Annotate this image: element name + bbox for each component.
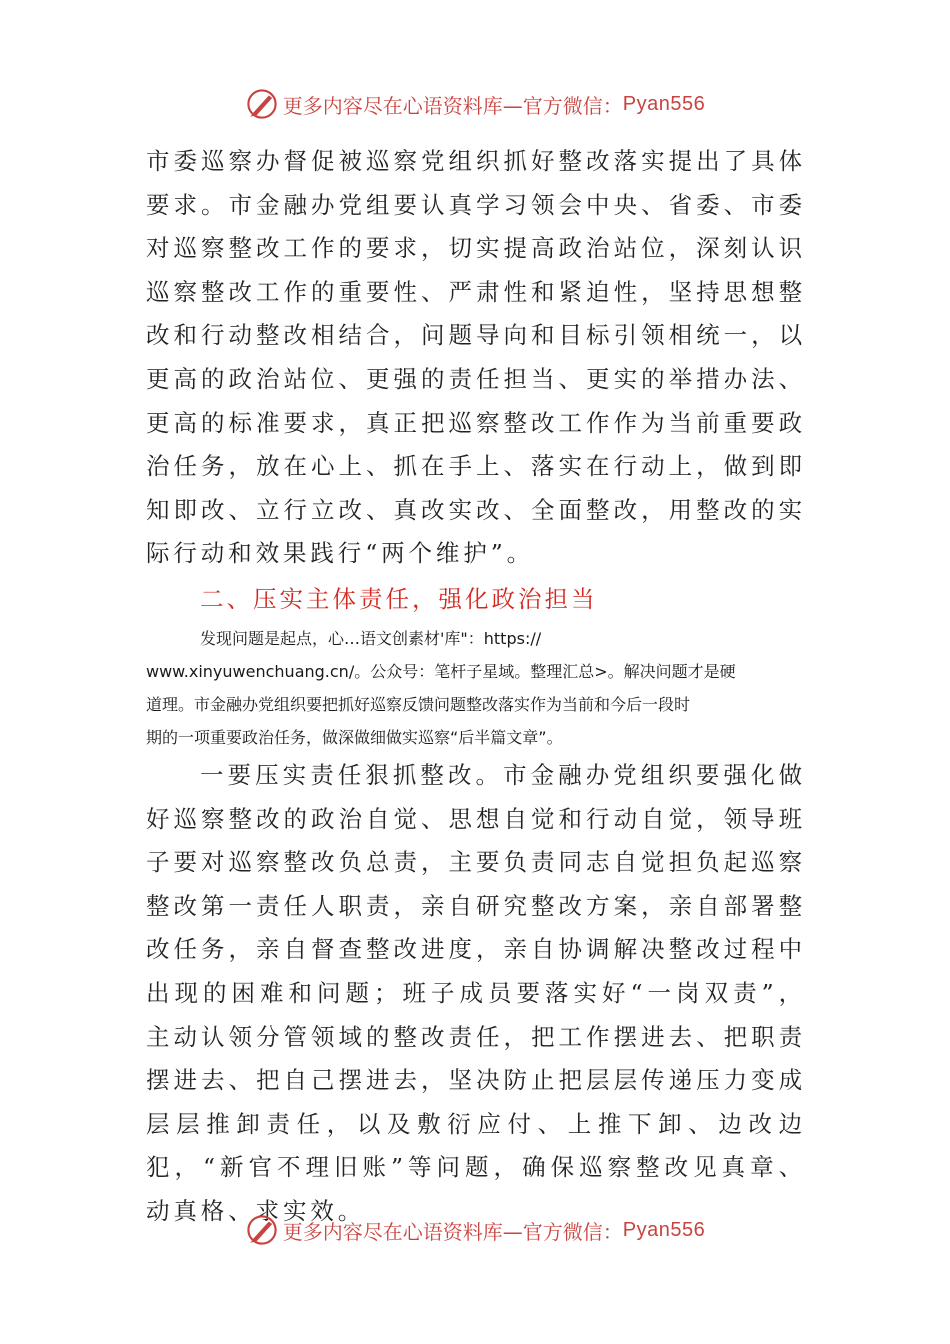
- paragraph-2-line-3: 道理。市金融办党组织要把抓好巡察反馈问题整改落实作为当前和今后一段时: [146, 694, 691, 714]
- banner-wechat-id: Pyan556: [622, 1218, 706, 1241]
- document-body: [146, 140, 806, 1233]
- pen-logo-icon: [245, 1213, 279, 1247]
- paragraph-1: 市委巡察办督促被巡察党组织抓好整改落实提出了具体要求。市金融办党组要认真学习领会中央、省委、市委对巡察整改工作的要求，切实提高政治站位，深刻认识巡察整改工作的重要性、严肃性和紧迫性，坚持思想整改和行动整改相结合，问题导向和目标引领相统一，以更高的政治站位、更强的责任担当、更实的举措办法、更高的标准要求，真正把巡察整改工作作为当前重要政治任务，放在心上、抓在手上、落实在行动上，做到即知即改、立行立改、真改实改、全面整改，用整改的实际行动和效果践行“两个维护”。: [146, 147, 806, 568]
- footer-banner: [0, 1210, 950, 1250]
- banner-text: 更多内容尽在心语资料库—官方微信：: [282, 93, 623, 118]
- paragraph-3: 一要压实责任狠抓整改。市金融办党组织要强化做好巡察整改的政治自觉、思想自觉和行动自觉，领导班子要对巡察整改负总责，主要负责同志自觉担负起巡察整改第一责任人职责，亲自研究整改方案，亲自部署整改任务，亲自督查整改进度，亲自协调解决整改过程中出现的困难和问题；班子成员要落实好“一岗双责”，主动认领分管领域的整改责任，把工作摆进去、把职责摆进去、把自己摆进去，坚决防止把层层传递压力变成层层推卸责任，以及敷衍应付、上推下卸、边改边犯，“新官不理旧账”等问题，确保巡察整改见真章、动真格、求实效。: [146, 760, 806, 1225]
- paragraph-2-line-4: 期的一项重要政治任务，做深做细做实巡察“后半篇文章”。: [146, 727, 563, 747]
- paragraph-2-line-1: 发现问题是起点，心…语文创素材'库"：https://: [200, 628, 542, 648]
- paragraph-2: [146, 622, 806, 754]
- banner-text: 更多内容尽在心语资料库—官方微信：: [282, 1219, 623, 1244]
- section-heading-2: 二、压实主体责任，强化政治担当: [200, 584, 598, 613]
- pen-logo-icon: [245, 87, 279, 121]
- header-banner: [0, 84, 950, 124]
- banner-wechat-id: Pyan556: [622, 92, 706, 115]
- paragraph-2-line-2: www.xinyuwenchuang.cn/。公众号：笔杆子星域。整理汇总>。解决问题才是硬: [146, 661, 736, 681]
